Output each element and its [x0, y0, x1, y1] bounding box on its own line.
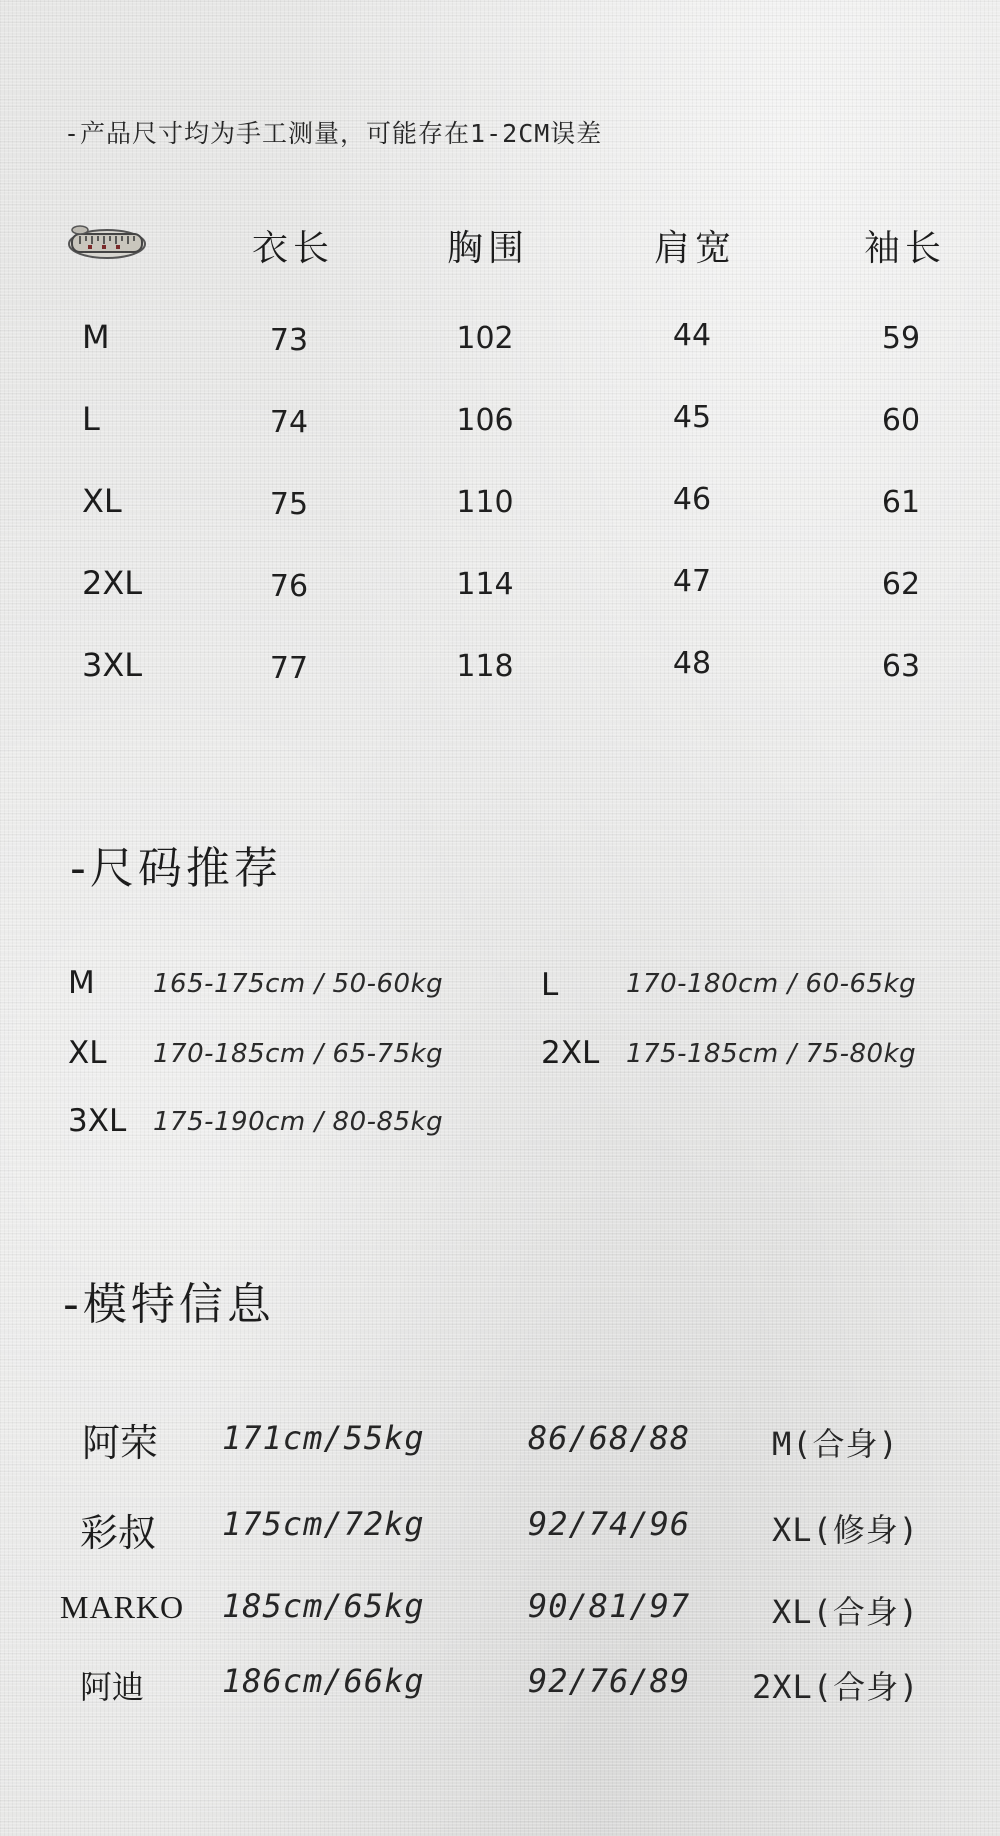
- table-cell: 63: [881, 649, 921, 684]
- table-cell: 61: [881, 485, 921, 520]
- recommend-size: 3XL: [68, 1103, 127, 1139]
- row-size-label: M: [82, 318, 110, 356]
- table-cell: 74: [269, 405, 309, 440]
- header-chest: 胸围: [446, 228, 530, 269]
- header-sleeve: 袖长: [863, 228, 947, 269]
- model-measurements: 92/76/89: [528, 1662, 691, 1700]
- recommend-size: XL: [68, 1035, 107, 1071]
- model-height-weight: 171cm/55kg: [222, 1419, 425, 1457]
- recommend-size: M: [68, 965, 95, 1001]
- table-cell: 59: [881, 321, 921, 356]
- table-cell: 44: [672, 318, 712, 353]
- model-height-weight: 185cm/65kg: [222, 1587, 425, 1625]
- table-cell: 45: [672, 400, 712, 435]
- table-cell: 47: [672, 564, 712, 599]
- table-cell: 77: [269, 651, 309, 686]
- model-fit: XL(修身): [772, 1511, 920, 1549]
- models-title: -模特信息: [63, 1279, 275, 1330]
- model-fit: XL(合身): [772, 1593, 920, 1631]
- measuring-tape-icon: [66, 222, 148, 262]
- table-cell: 106: [456, 403, 514, 438]
- recommend-range: 165-175cm / 50-60kg: [153, 969, 444, 999]
- model-fit: 2XL(合身): [752, 1668, 920, 1706]
- table-cell: 114: [456, 567, 514, 602]
- table-cell: 110: [456, 485, 514, 520]
- model-measurements: 92/74/96: [528, 1505, 691, 1543]
- model-fit: M(合身): [772, 1425, 899, 1463]
- recommend-range: 175-185cm / 75-80kg: [626, 1039, 917, 1069]
- model-name: 彩叔: [80, 1511, 157, 1555]
- row-size-label: 2XL: [82, 564, 143, 602]
- recommend-range: 170-180cm / 60-65kg: [626, 969, 917, 999]
- model-height-weight: 175cm/72kg: [222, 1505, 425, 1543]
- model-name: 阿迪: [80, 1668, 145, 1706]
- recommend-range: 170-185cm / 65-75kg: [153, 1039, 444, 1069]
- table-cell: 60: [881, 403, 921, 438]
- model-measurements: 86/68/88: [528, 1419, 691, 1457]
- recommend-size: 2XL: [541, 1035, 600, 1071]
- table-cell: 46: [672, 482, 712, 517]
- table-cell: 102: [456, 321, 514, 356]
- table-cell: 62: [881, 567, 921, 602]
- table-cell: 118: [456, 649, 514, 684]
- table-cell: 73: [269, 323, 309, 358]
- recommend-range: 175-190cm / 80-85kg: [153, 1107, 444, 1137]
- model-height-weight: 186cm/66kg: [222, 1662, 425, 1700]
- measurement-note: -产品尺寸均为手工测量，可能存在1-2CM误差: [64, 119, 603, 148]
- row-size-label: L: [82, 400, 100, 438]
- recommend-size: L: [541, 967, 559, 1003]
- model-name: 阿荣: [82, 1421, 159, 1465]
- model-name: MARKO: [60, 1589, 185, 1625]
- model-measurements: 90/81/97: [528, 1587, 691, 1625]
- table-cell: 75: [269, 487, 309, 522]
- table-cell: 48: [672, 646, 712, 681]
- row-size-label: 3XL: [82, 646, 143, 684]
- header-length: 衣长: [251, 228, 335, 269]
- table-cell: 76: [269, 569, 309, 604]
- recommend-title: -尺码推荐: [70, 843, 282, 894]
- header-shoulder: 肩宽: [653, 228, 737, 269]
- row-size-label: XL: [82, 482, 122, 520]
